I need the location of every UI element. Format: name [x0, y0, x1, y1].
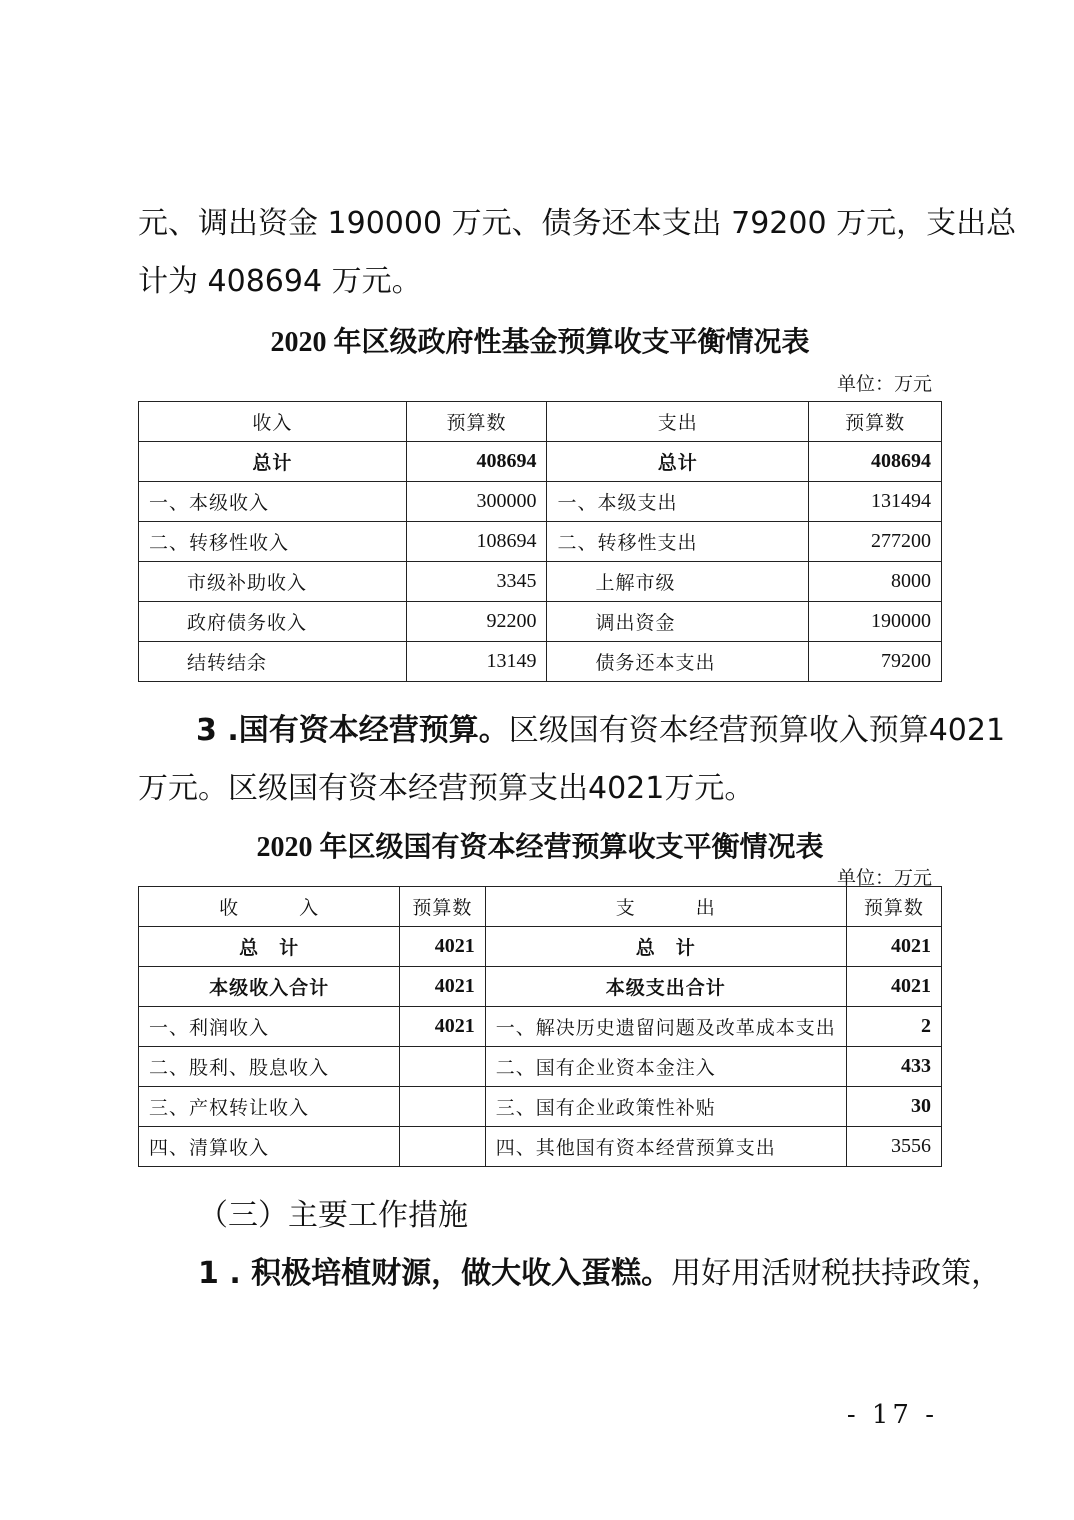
income-item: 二、股利、股息收入 [139, 1047, 400, 1087]
header-cell: 支出 [547, 402, 809, 442]
income-item: 一、利润收入 [139, 1007, 400, 1047]
table-row [139, 1087, 942, 1127]
page-number: - 17 - [846, 1400, 938, 1430]
expense-item: 二、转移性支出 [547, 522, 809, 562]
income-value: 13149 [406, 642, 547, 682]
table-header-row [139, 402, 942, 442]
total-value: 408694 [809, 442, 942, 482]
table1-unit: 单位：万元 [836, 373, 932, 395]
total-label: 总计 [547, 442, 809, 482]
header-cell: 预算数 [846, 887, 941, 927]
income-item: 市级补助收入 [139, 562, 407, 602]
table2-unit: 单位：万元 [836, 867, 932, 889]
table-row [139, 602, 942, 642]
expense-item: 一、本级支出 [547, 482, 809, 522]
section3-heading: 3 .国有资本经营预算。 [196, 713, 509, 748]
income-item: 一、本级收入 [139, 482, 407, 522]
income-value [400, 1047, 486, 1087]
subtotal-value: 4021 [846, 967, 941, 1007]
table1-title: 2020 年区级政府性基金预算收支平衡情况表 [270, 327, 810, 358]
total-label: 总 计 [139, 927, 400, 967]
measure-1-text: 用好用活财税扶持政策， [671, 1256, 1002, 1291]
table-row [139, 1047, 942, 1087]
expense-value: 277200 [809, 522, 942, 562]
total-label: 总计 [139, 442, 407, 482]
table-row [139, 1127, 942, 1167]
table2-title: 2020 年区级国有资本经营预算收支平衡情况表 [256, 832, 824, 863]
expense-value: 8000 [809, 562, 942, 602]
header-cell: 预算数 [400, 887, 486, 927]
income-value: 108694 [406, 522, 547, 562]
header-cell: 支 出 [485, 887, 846, 927]
expense-item: 上解市级 [547, 562, 809, 602]
header-cell: 收入 [139, 402, 407, 442]
subtotal-label: 本级收入合计 [139, 967, 400, 1007]
section3-text: 区级国有资本经营预算收入预算4021 [508, 713, 1006, 748]
income-value: 300000 [406, 482, 547, 522]
table-row [139, 562, 942, 602]
income-value: 4021 [400, 1007, 486, 1047]
expense-value: 2 [846, 1007, 941, 1047]
total-row [139, 927, 942, 967]
income-item: 三、产权转让收入 [139, 1087, 400, 1127]
header-cell: 预算数 [809, 402, 942, 442]
table-row [139, 522, 942, 562]
total-value: 4021 [400, 927, 486, 967]
expense-item: 债务还本支出 [547, 642, 809, 682]
header-cell: 预算数 [406, 402, 547, 442]
expense-item: 调出资金 [547, 602, 809, 642]
expense-value: 433 [846, 1047, 941, 1087]
table-row [139, 482, 942, 522]
income-value [400, 1087, 486, 1127]
table-row [139, 642, 942, 682]
state-capital-table [138, 886, 942, 1167]
income-value: 3345 [406, 562, 547, 602]
measure-1-heading: 1 . 积极培植财源，做大收入蛋糕。 [198, 1256, 672, 1291]
income-item: 结转结余 [139, 642, 407, 682]
header-cell: 收 入 [139, 887, 400, 927]
table-row [139, 1007, 942, 1047]
total-row [139, 442, 942, 482]
expense-item: 四、其他国有资本经营预算支出 [485, 1127, 846, 1167]
expense-value: 190000 [809, 602, 942, 642]
section3-line-2: 万元。区级国有资本经营预算支出4021万元。 [138, 771, 755, 806]
section3-line-1 [138, 702, 1006, 760]
income-item: 政府债务收入 [139, 602, 407, 642]
expense-item: 三、国有企业政策性补贴 [485, 1087, 846, 1127]
income-item: 二、转移性收入 [139, 522, 407, 562]
expense-item: 二、国有企业资本金注入 [485, 1047, 846, 1087]
expense-value: 131494 [809, 482, 942, 522]
expense-value: 79200 [809, 642, 942, 682]
total-value: 408694 [406, 442, 547, 482]
total-value: 4021 [846, 927, 941, 967]
intro-line-2: 计为 408694 万元。 [138, 264, 422, 299]
total-label: 总 计 [485, 927, 846, 967]
subtotal-row [139, 967, 942, 1007]
expense-value: 30 [846, 1087, 941, 1127]
table-header-row [139, 887, 942, 927]
fund-budget-table [138, 401, 942, 682]
subtotal-label: 本级支出合计 [485, 967, 846, 1007]
measure-1-line [138, 1245, 1002, 1303]
expense-item: 一、解决历史遗留问题及改革成本支出 [485, 1007, 846, 1047]
income-item: 四、清算收入 [139, 1127, 400, 1167]
intro-line-1: 元、调出资金 190000 万元、债务还本支出 79200 万元，支出总 [138, 206, 1017, 241]
section-heading: （三）主要工作措施 [198, 1198, 468, 1233]
income-value: 92200 [406, 602, 547, 642]
subtotal-value: 4021 [400, 967, 486, 1007]
income-value [400, 1127, 486, 1167]
expense-value: 3556 [846, 1127, 941, 1167]
